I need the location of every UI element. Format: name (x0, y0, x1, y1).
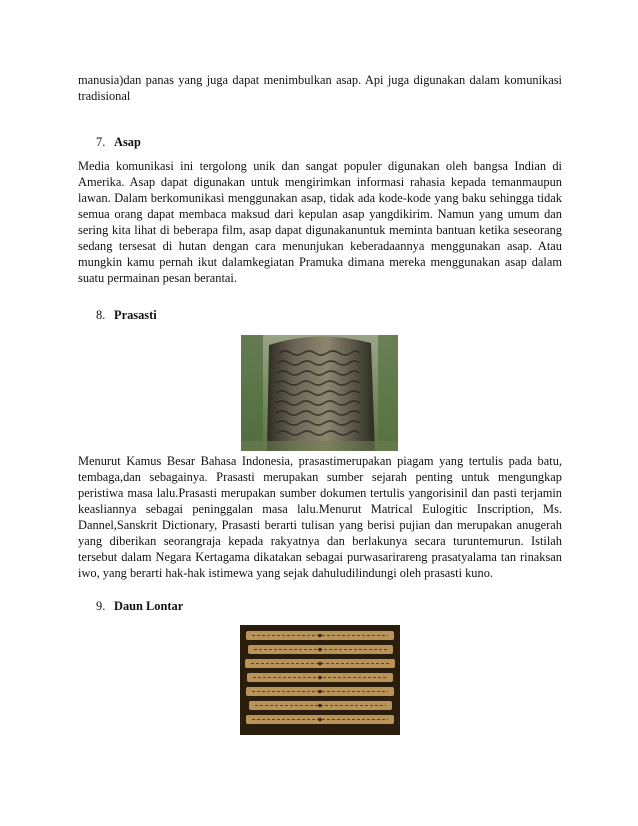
heading-title: Daun Lontar (114, 599, 184, 613)
intro-paragraph: manusia)dan panas yang juga dapat menimbulkan asap. Api juga digunakan dalam komunikasi tradisional (78, 73, 562, 103)
prasasti-photo (241, 335, 398, 451)
heading-number: 8. (96, 308, 106, 322)
heading-prasasti (96, 307, 157, 323)
heading-number: 9. (96, 599, 106, 613)
heading-asap (96, 134, 141, 150)
heading-title: Asap (114, 135, 141, 149)
heading-daun-lontar (96, 598, 183, 614)
heading-number: 7. (96, 135, 106, 149)
prasasti-paragraph: Menurut Kamus Besar Bahasa Indonesia, prasastimerupakan piagam yang tertulis pada batu, tembaga,dan sebagainya. Prasasti merupakan sumber sejarah penting untuk mengungkap peristiwa masa lalu.Prasasti merupakan sumber dokumen tertulis yangorisinil dan pasti terjamin keasliannya sebagai peninggalan masa lalu.Menurut Matrical Eulogitic Inscription, Ms. Dannel,Sanskrit Dictionary, Prasasti berarti tulisan yang berisi pujian dan merupakan anugerah yang diberikan seorangraja kepada rakyatnya dan berlakunya secara turuntemurun. Istilah tersebut dalam Negara Kertagama dikatakan sebagai purwasarirareng prasatyalama tan rinaksan iwo, yang berarti hak-hak istimewa yang sejak dahuludilindungi oleh prasasti kuno. (78, 454, 562, 580)
heading-title: Prasasti (114, 308, 157, 322)
asap-paragraph: Media komunikasi ini tergolong unik dan sangat populer digunakan oleh bangsa Indian di Amerika. Asap dapat digunakan untuk mengirimkan informasi rahasia kepada temanmaupun lawan. Dalam berkomunikasi menggunakan asap, tidak ada kode-kode yang baku sehingga tidak semua orang dapat membaca maksud dari kepulan asap yangdikirim. Namun yang umum dan sering kita lihat di beberapa film, asap dapat digunakanuntuk meminta bantuan ketika seseorang sedang tersesat di hutan dengan cara menunjukan keberadaannya menggunakan asap. Atau mungkin kamu pernah ikut dalamkegiatan Pramuka dimana mereka menggunakan asap dalam suatu permainan pesan berantai. (78, 159, 562, 285)
lontar-photo (240, 625, 400, 735)
